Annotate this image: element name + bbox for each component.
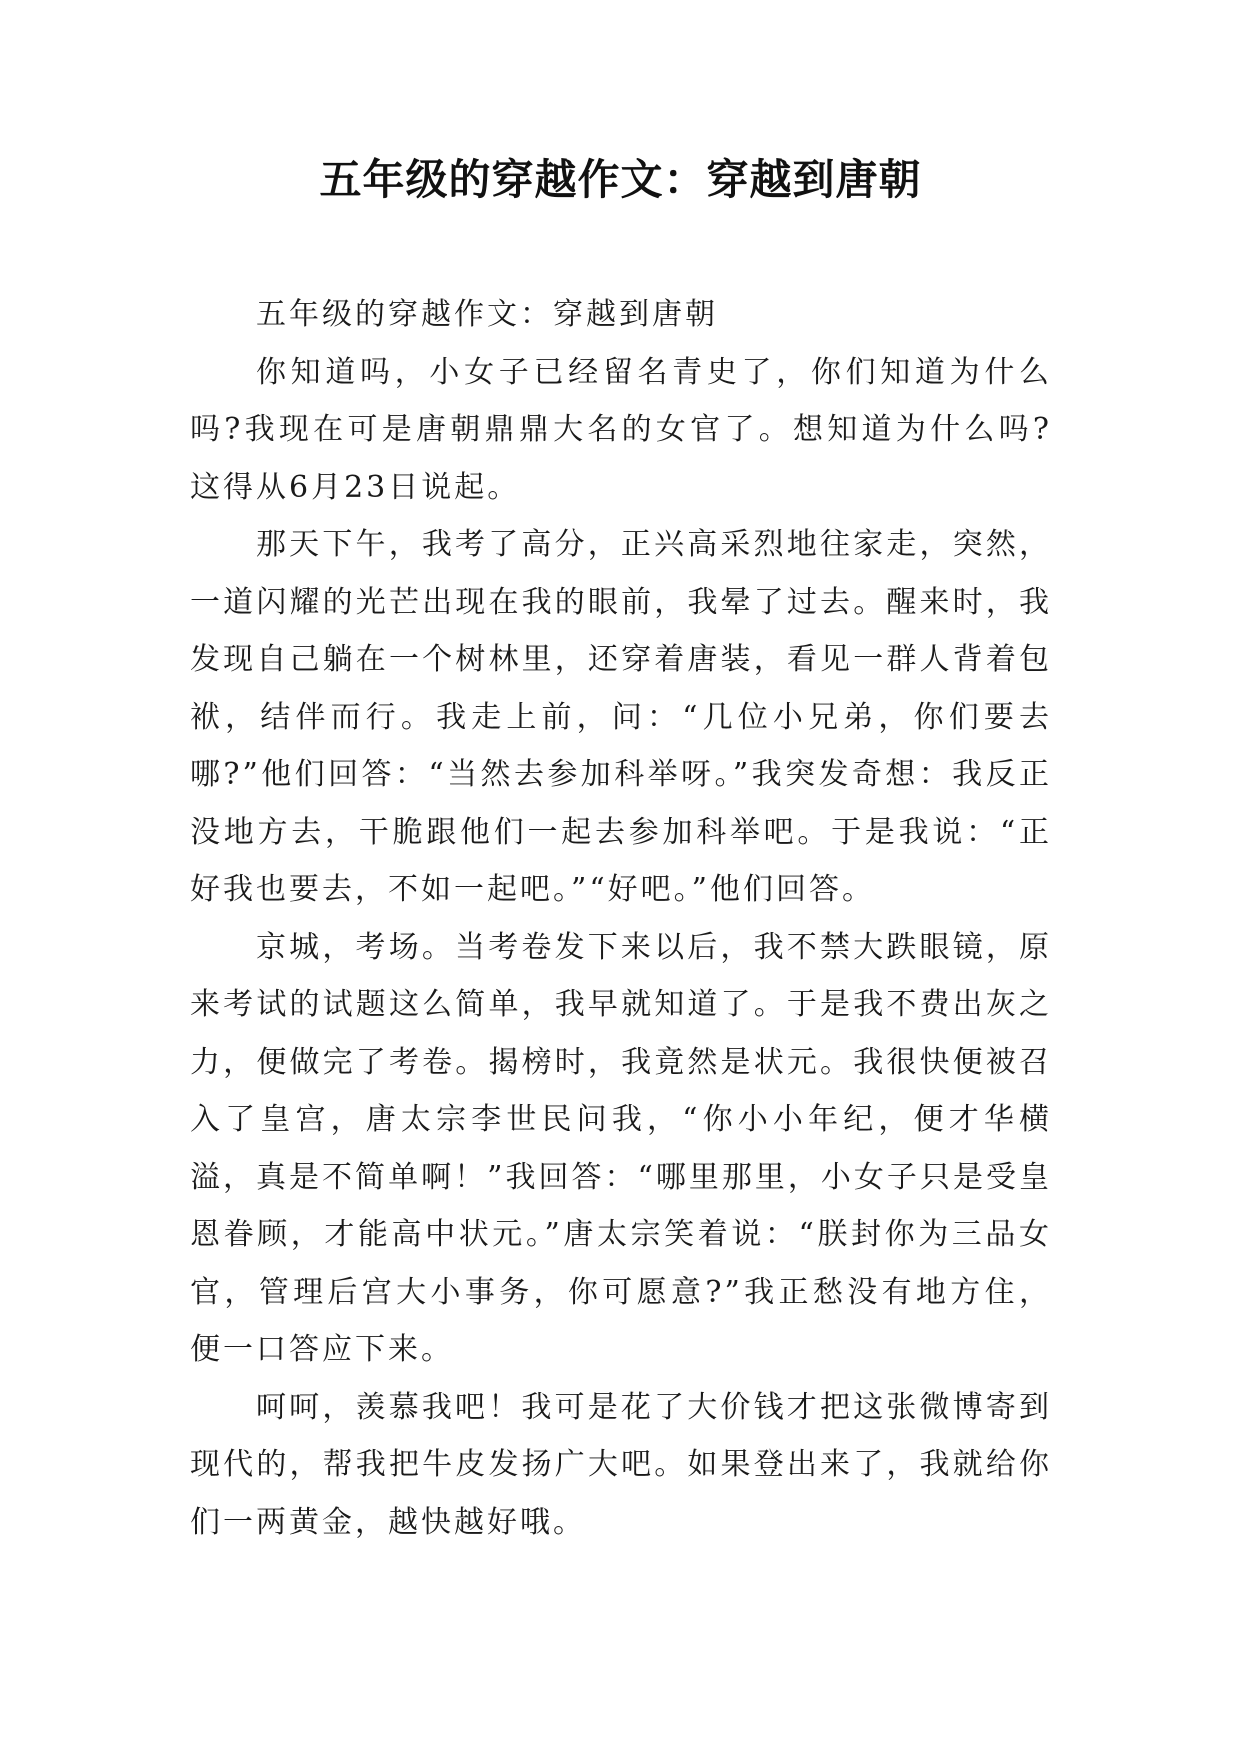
document-title: 五年级的穿越作文：穿越到唐朝 [319,155,922,204]
paragraph-exam-journey: 那天下午，我考了高分，正兴高采烈地往家走，突然，一道闪耀的光芒出现在我的眼前，我晕了过去。醒来时，我发现自己躺在一个树林里，还穿着唐装，看见一群人背着包袱，结伴而行。我走上前，问：“几位小兄弟，你们要去哪?”他们回答：“当然去参加科举呀。”我突发奇想：我反正没地方去，干脆跟他们一起去参加科举吧。于是我说：“正好我也要去，不如一起吧。”“好吧。”他们回答。 [190,527,1052,907]
document-body [190,286,1052,1551]
paragraph-heading-repeat: 五年级的穿越作文：穿越到唐朝 [256,297,718,332]
paragraph-capital-exam: 京城，考场。当考卷发下来以后，我不禁大跌眼镜，原来考试的试题这么简单，我早就知道了。于是我不费出灰之力，便做完了考卷。揭榜时，我竟然是状元。我很快便被召入了皇宫，唐太宗李世民问我，“你小小年纪，便才华横溢，真是不简单啊！”我回答：“哪里那里，小女子只是受皇恩眷顾，才能高中状元。”唐太宗笑着说：“朕封你为三品女官，管理后宫大小事务，你可愿意?”我正愁没有地方住，便一口答应下来。 [190,929,1052,1367]
paragraph-closing: 呵呵，羡慕我吧！我可是花了大价钱才把这张微博寄到现代的，帮我把牛皮发扬广大吧。如果登出来了，我就给你们一两黄金，越快越好哦。 [190,1389,1052,1540]
paragraph-intro: 你知道吗，小女子已经留名青史了，你们知道为什么吗?我现在可是唐朝鼎鼎大名的女官了。想知道为什么吗?这得从6月23日说起。 [190,354,1052,505]
